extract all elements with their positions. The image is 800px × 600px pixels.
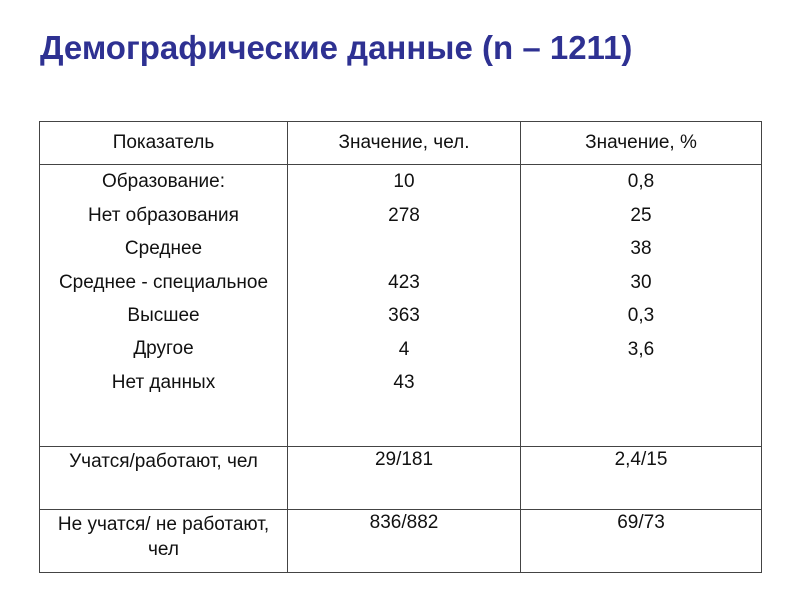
- column-header-count: Значение, чел.: [288, 122, 521, 165]
- education-category: Нет данных: [111, 371, 216, 393]
- spacer: [288, 232, 520, 266]
- education-category: Среднее: [124, 238, 203, 259]
- education-labels-cell: [40, 165, 288, 447]
- row-label: Учатся/работают, чел: [40, 447, 288, 510]
- education-category: Нет образования: [88, 204, 239, 226]
- column-header-percent: Значение, %: [521, 122, 762, 165]
- education-count: 43: [393, 372, 415, 393]
- table-row-studying-working: [40, 447, 762, 510]
- education-percent: 25: [630, 204, 652, 226]
- table-row-not-studying-working: [40, 510, 762, 573]
- demographics-table: [39, 121, 762, 573]
- slide-title: Демографические данные (n – 1211): [40, 29, 633, 66]
- education-counts-cell: [288, 165, 521, 447]
- education-count: 423: [388, 271, 420, 293]
- row-count: 29/181: [288, 447, 521, 510]
- education-percent: 30: [630, 271, 652, 293]
- table-header-row: [40, 122, 762, 165]
- education-count: 10: [393, 171, 415, 192]
- education-category: Высшее: [127, 304, 200, 326]
- education-percent: 3,6: [627, 338, 655, 360]
- education-percent: 38: [630, 238, 652, 259]
- education-category: Среднее - специальное: [58, 271, 269, 293]
- row-label: Не учатся/ не работают, чел: [40, 510, 288, 573]
- row-count: 836/882: [288, 510, 521, 573]
- column-header-indicator: Показатель: [40, 122, 288, 165]
- row-percent: 2,4/15: [521, 447, 762, 510]
- row-percent: 69/73: [521, 510, 762, 573]
- education-count: 4: [398, 338, 410, 360]
- education-percents-cell: [521, 165, 762, 447]
- education-heading: Образование:: [101, 171, 226, 192]
- education-percent: 0,3: [627, 305, 655, 326]
- table-row-education: [40, 165, 762, 447]
- education-count: 278: [388, 204, 420, 226]
- education-percent: 0,8: [627, 171, 655, 192]
- education-category: Другое: [133, 338, 194, 359]
- education-count: 363: [388, 305, 420, 326]
